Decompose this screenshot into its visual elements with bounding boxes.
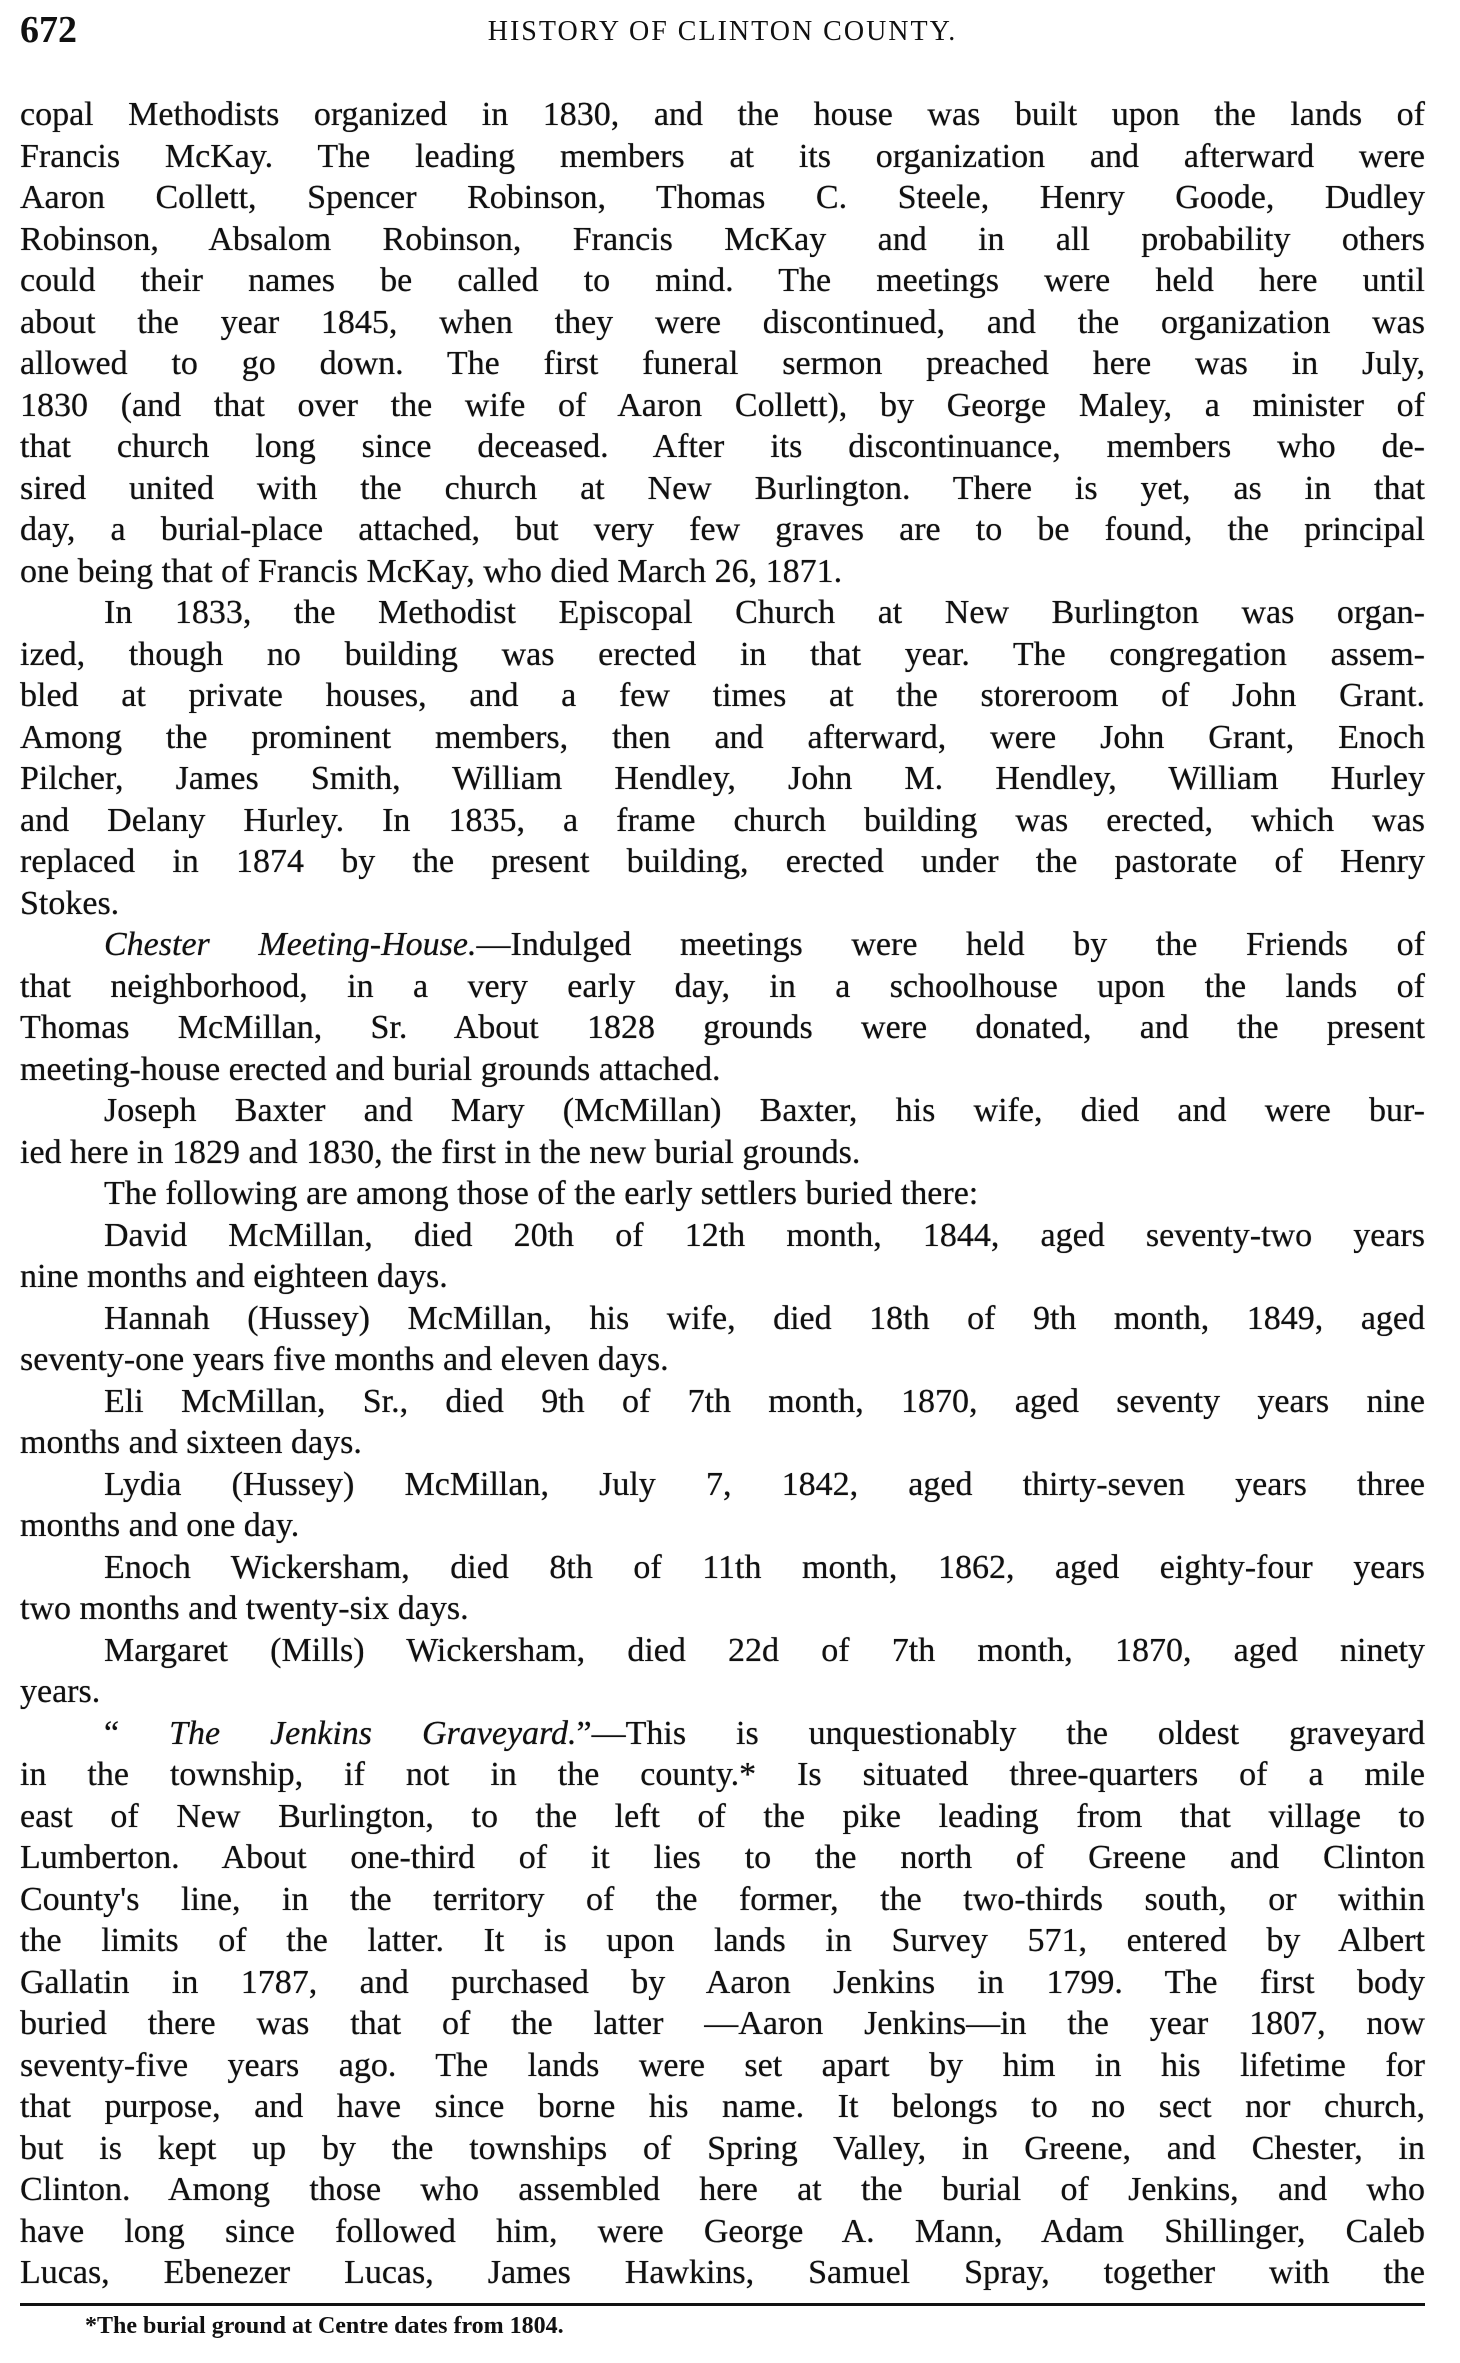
line-text: ”—This is unquestionably the oldest graveyard xyxy=(576,1714,1426,1752)
paragraph xyxy=(20,1173,1425,1215)
line-text: east of New Burlington, to the left of the pike leading from that village to xyxy=(20,1797,1425,1835)
text-line xyxy=(20,2003,1425,2045)
paragraph xyxy=(20,1630,1425,1713)
running-title: HISTORY OF CLINTON COUNTY. xyxy=(487,16,958,47)
text-line xyxy=(20,551,1425,593)
text-line xyxy=(20,1796,1425,1838)
line-text: Pilcher, James Smith, William Hendley, John M. Hendley, William Hurley xyxy=(20,760,1425,797)
line-text: seventy-five years ago. The lands were set apart by him in his lifetime for xyxy=(20,2046,1425,2084)
text-line xyxy=(20,592,1425,634)
paragraph xyxy=(20,1464,1425,1547)
text-line xyxy=(20,2169,1425,2211)
paragraph xyxy=(20,592,1425,924)
line-text: months and sixteen days. xyxy=(20,1424,362,1461)
line-text: copal Methodists organized in 1830, and the house was built upon the lands of xyxy=(20,96,1425,133)
footnote-divider xyxy=(20,2303,1425,2306)
line-text: David McMillan, died 20th of 12th month, 1844, aged seventy-two years xyxy=(104,1216,1425,1254)
text-line xyxy=(20,1962,1425,2004)
text-line xyxy=(20,883,1425,925)
text-line xyxy=(20,717,1425,759)
text-line xyxy=(20,1339,1425,1381)
line-text: Enoch Wickersham, died 8th of 11th month, 1862, aged eighty-four years xyxy=(104,1548,1425,1586)
text-line xyxy=(20,1049,1425,1091)
paragraph xyxy=(20,1090,1425,1173)
text-line xyxy=(20,800,1425,842)
line-text: Lumberton. About one-third of it lies to the north of Greene and Clinton xyxy=(20,1839,1425,1876)
text-line xyxy=(20,2128,1425,2170)
line-text: two months and twenty-six days. xyxy=(20,1590,469,1627)
line-text: 1830 (and that over the wife of Aaron Collett), by George Maley, a minister of xyxy=(20,386,1425,424)
line-text: that purpose, and have since borne his name. It belongs to no sect nor church, xyxy=(20,2088,1425,2125)
line-text: Margaret (Mills) Wickersham, died 22d of 7th month, 1870, aged ninety xyxy=(104,1631,1425,1669)
line-text: that church long since deceased. After its discontinuance, members who de- xyxy=(20,428,1425,465)
line-text: about the year 1845, when they were discontinued, and the organization was xyxy=(20,303,1425,341)
section-heading: The Jenkins Graveyard. xyxy=(169,1714,577,1752)
text-line xyxy=(20,841,1425,883)
line-text: have long since followed him, were George A. Mann, Adam Shillinger, Caleb xyxy=(20,2212,1425,2250)
text-line xyxy=(20,1007,1425,1049)
text-line xyxy=(20,2211,1425,2253)
text-line xyxy=(20,94,1425,136)
line-text: County's line, in the territory of the former, the two-thirds south, or within xyxy=(20,1880,1425,1918)
text-line xyxy=(20,1920,1425,1962)
line-text: allowed to go down. The first funeral sermon preached here was in July, xyxy=(20,345,1425,382)
line-text: Hannah (Hussey) McMillan, his wife, died 18th of 9th month, 1849, aged xyxy=(104,1299,1425,1337)
line-text: seventy-one years five months and eleven days. xyxy=(20,1341,669,1378)
text-line xyxy=(20,2045,1425,2087)
line-text: —Indulged meetings were held by the Friends of xyxy=(476,926,1425,963)
text-line xyxy=(20,2086,1425,2128)
paragraph xyxy=(20,1381,1425,1464)
line-text: Eli McMillan, Sr., died 9th of 7th month, 1870, aged seventy years nine xyxy=(104,1382,1425,1420)
section-heading: Chester Meeting-House. xyxy=(104,926,477,963)
page-header xyxy=(20,8,1425,58)
text-line xyxy=(20,385,1425,427)
line-text: but is kept up by the townships of Spring Valley, in Greene, and Chester, in xyxy=(20,2129,1425,2167)
text-line xyxy=(20,634,1425,676)
footnote: *The burial ground at Centre dates from 1804. xyxy=(85,2313,564,2339)
line-text: replaced in 1874 by the present building, erected under the pastorate of Henry xyxy=(20,843,1425,880)
line-text: Thomas McMillan, Sr. About 1828 grounds were donated, and the present xyxy=(20,1009,1425,1046)
text-line xyxy=(20,1298,1425,1340)
text-line xyxy=(20,1547,1425,1589)
text-line xyxy=(20,468,1425,510)
line-text: Lucas, Ebenezer Lucas, James Hawkins, Samuel Spray, together with the xyxy=(20,2254,1425,2291)
body-text xyxy=(20,94,1425,2294)
text-line xyxy=(20,966,1425,1008)
text-line xyxy=(20,136,1425,178)
text-line xyxy=(20,343,1425,385)
text-line xyxy=(20,1713,1425,1755)
line-text: Lydia (Hussey) McMillan, July 7, 1842, aged thirty-seven years three xyxy=(104,1465,1425,1503)
text-line xyxy=(20,1256,1425,1298)
line-text: nine months and eighteen days. xyxy=(20,1258,448,1295)
paragraph xyxy=(20,1713,1425,2294)
text-line xyxy=(20,2252,1425,2294)
line-text: ied here in 1829 and 1830, the first in the new burial grounds. xyxy=(20,1133,861,1171)
text-line xyxy=(20,509,1425,551)
page-number: 672 xyxy=(20,9,77,51)
text-line xyxy=(20,1132,1425,1174)
line-text: years. xyxy=(20,1673,101,1710)
line-text: the limits of the latter. It is upon lands in Survey 571, entered by Albert xyxy=(20,1922,1425,1959)
text-line xyxy=(20,426,1425,468)
text-line xyxy=(20,1173,1425,1215)
line-text: in the township, if not in the county.* Is situated three-quarters of a mile xyxy=(20,1756,1425,1793)
line-text: one being that of Francis McKay, who died March 26, 1871. xyxy=(20,552,843,590)
text-line xyxy=(20,1422,1425,1464)
line-text: Robinson, Absalom Robinson, Francis McKay and in all probability others xyxy=(20,220,1425,258)
paragraph xyxy=(20,1298,1425,1381)
line-text: sired united with the church at New Burlington. There is yet, as in that xyxy=(20,469,1425,507)
text-line xyxy=(20,1630,1425,1672)
text-line xyxy=(20,675,1425,717)
paragraph xyxy=(20,94,1425,592)
text-line xyxy=(20,1754,1425,1796)
paragraph xyxy=(20,1215,1425,1298)
line-text: could their names be called to mind. The meetings were held here until xyxy=(20,262,1425,299)
line-text: ized, though no building was erected in that year. The congregation assem- xyxy=(20,635,1425,673)
text-line xyxy=(20,1464,1425,1506)
text-line xyxy=(20,302,1425,344)
line-text: bled at private houses, and a few times at the storeroom of John Grant. xyxy=(20,677,1425,714)
text-line xyxy=(20,1879,1425,1921)
text-line xyxy=(20,1090,1425,1132)
line-text: The following are among those of the early settlers buried there: xyxy=(104,1175,979,1212)
line-text: Joseph Baxter and Mary (McMillan) Baxter, his wife, died and were bur- xyxy=(104,1092,1425,1129)
text-line xyxy=(20,1671,1425,1713)
line-text: that neighborhood, in a very early day, in a schoolhouse upon the lands of xyxy=(20,967,1425,1005)
line-text: Aaron Collett, Spencer Robinson, Thomas C. Steele, Henry Goode, Dudley xyxy=(20,179,1425,216)
line-text: Gallatin in 1787, and purchased by Aaron Jenkins in 1799. The first body xyxy=(20,1963,1425,2001)
text-line xyxy=(20,1381,1425,1423)
line-text: and Delany Hurley. In 1835, a frame church building was erected, which was xyxy=(20,801,1425,839)
text-line xyxy=(20,1505,1425,1547)
text-line xyxy=(20,924,1425,966)
text-line xyxy=(20,219,1425,261)
line-text: meeting-house erected and burial grounds attached. xyxy=(20,1050,721,1088)
line-text: months and one day. xyxy=(20,1507,300,1544)
text-line xyxy=(20,177,1425,219)
line-text: Clinton. Among those who assembled here at the burial of Jenkins, and who xyxy=(20,2171,1425,2208)
line-text: Among the prominent members, then and afterward, were John Grant, Enoch xyxy=(20,718,1425,756)
paragraph xyxy=(20,1547,1425,1630)
line-text: In 1833, the Methodist Episcopal Church at New Burlington was organ- xyxy=(104,594,1425,631)
paragraph xyxy=(20,924,1425,1090)
text-line xyxy=(20,1215,1425,1257)
line-text: Stokes. xyxy=(20,884,120,922)
text-line xyxy=(20,1588,1425,1630)
text-line xyxy=(20,260,1425,302)
text-line xyxy=(20,758,1425,800)
line-text: day, a burial-place attached, but very few graves are to be found, the principal xyxy=(20,511,1425,548)
line-text: Francis McKay. The leading members at its organization and afterward were xyxy=(20,137,1425,175)
line-text: buried there was that of the latter —Aaron Jenkins—in the year 1807, now xyxy=(20,2005,1425,2042)
text-line xyxy=(20,1837,1425,1879)
quote-mark: “ xyxy=(104,1714,170,1752)
